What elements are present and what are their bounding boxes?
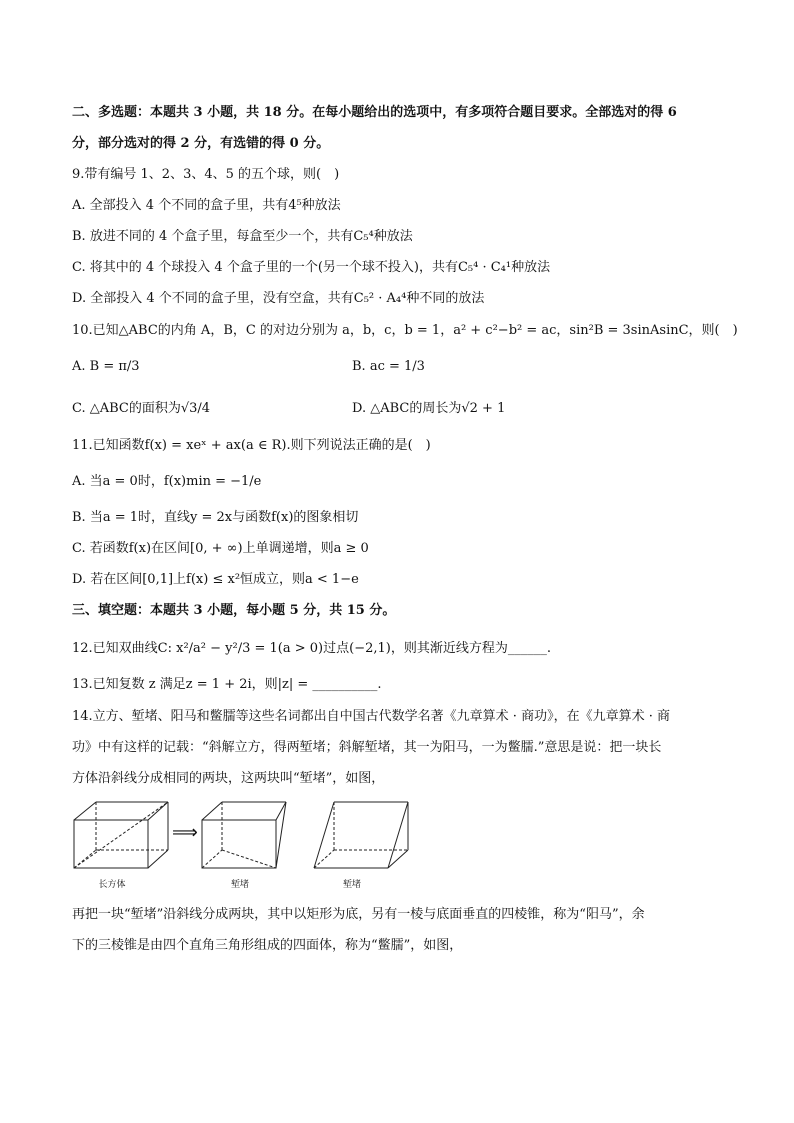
q11-option-b: B. 当a = 1时，直线y = 2x与函数f(x)的图象相切 (72, 510, 359, 525)
q9-option-d: D. 全部投入 4 个不同的盒子里，没有空盒，共有C₅² · A₄⁴种不同的放法 (72, 291, 485, 306)
section-3-header: 三、填空题：本题共 3 小题，每小题 5 分，共 15 分。 (72, 603, 396, 618)
q9-option-a: A. 全部投入 4 个不同的盒子里，共有4⁵种放法 (72, 198, 341, 213)
figure-caption-cuboid: 长方体 (98, 880, 126, 890)
q13-stem: 13.已知复数 z 满足z = 1 + 2i，则|z| = __________. (72, 677, 382, 692)
q11-option-d: D. 若在区间[0,1]上f(x) ≤ x²恒成立，则a < 1−e (72, 572, 359, 587)
q11-stem: 11.已知函数f(x) = xeˣ + ax(a ∈ R).则下列说法正确的是( ) (72, 438, 431, 453)
q9-option-b: B. 放进不同的 4 个盒子里，每盒至少一个，共有C₅⁴种放法 (72, 229, 413, 244)
q10-option-a: A. B = π/3 (72, 359, 140, 374)
q14-line3: 方体沿斜线分成相同的两块，这两块叫“堑堵”，如图， (72, 771, 385, 786)
qiandu-figure-2 (312, 800, 412, 872)
section-2-header-line1: 二、多选题：本题共 3 小题，共 18 分。在每小题给出的选项中，有多项符合题目要求。全部选对的得 6 (72, 105, 677, 120)
q9-stem: 9.带有编号 1、2、3、4、5 的五个球，则( ) (72, 167, 340, 182)
cuboid-figure (72, 800, 172, 872)
q14-line4: 再把一块“堑堵”沿斜线分成两块，其中以矩形为底，另有一棱与底面垂直的四棱锥，称为“阳马”，余 (72, 907, 645, 922)
q10-option-b: B. ac = 1/3 (352, 359, 425, 374)
q9-option-c: C. 将其中的 4 个球投入 4 个盒子里的一个(另一个球不投入)，共有C₅⁴ · C₄¹种放法 (72, 260, 551, 275)
q14-line5: 下的三棱锥是由四个直角三角形组成的四面体，称为“鳖臑”，如图， (72, 938, 463, 953)
q10-option-d: D. △ABC的周长为√2 + 1 (352, 401, 506, 416)
figure-caption-qiandu-1: 堑堵 (230, 880, 249, 890)
q10-option-c: C. △ABC的面积为√3/4 (72, 401, 211, 416)
figure-caption-qiandu-2: 堑堵 (342, 880, 361, 890)
implies-arrow: ⟹ (172, 822, 198, 843)
section-2-header-line2: 分，部分选对的得 2 分，有选错的得 0 分。 (72, 136, 330, 151)
q12-stem: 12.已知双曲线C: x²/a² − y²/3 = 1(a > 0)过点(−2,1)，则其渐近线方程为______. (72, 641, 551, 656)
q10-stem: 10.已知△ABC的内角 A，B，C 的对边分别为 a，b，c，b = 1，a² + c²−b² = ac，sin²B = 3sinAsinC，则( ) (72, 323, 738, 338)
q11-option-a: A. 当a = 0时，f(x)min = −1/e (72, 474, 262, 489)
qiandu-figure-1 (200, 800, 290, 872)
q14-line2: 功》中有这样的记载：“斜解立方，得两堑堵；斜解堑堵，其一为阳马，一为鳖臑.”意思是说：把一块长 (72, 740, 662, 755)
q14-line1: 14.立方、堑堵、阳马和鳖臑等这些名词都出自中国古代数学名著《九章算术 · 商功》，在《九章算术 · 商 (72, 709, 670, 724)
q11-option-c: C. 若函数f(x)在区间[0, + ∞)上单调递增，则a ≥ 0 (72, 541, 369, 556)
